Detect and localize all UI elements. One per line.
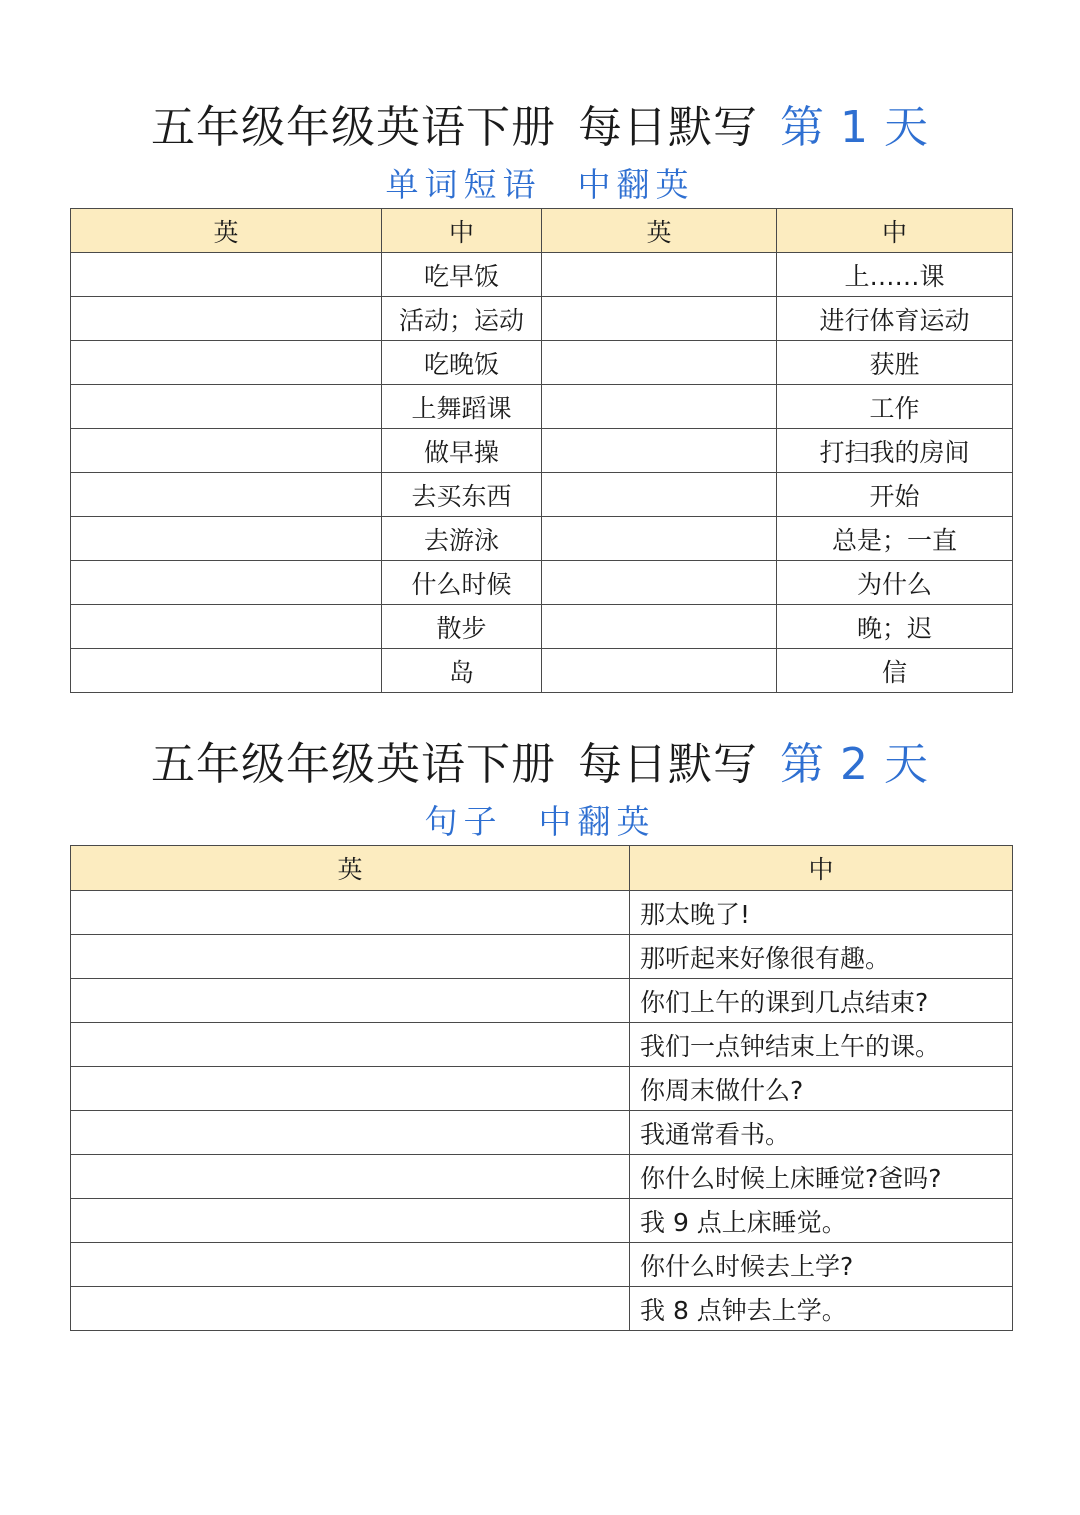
answer-cell[interactable] [71, 561, 382, 605]
answer-cell[interactable] [71, 605, 382, 649]
table-row [71, 297, 1013, 341]
sentence-cell: 我 9 点上床睡觉。 [630, 1199, 1013, 1243]
answer-cell[interactable] [542, 341, 777, 385]
chinese-cell: 打扫我的房间 [777, 429, 1013, 473]
table-row [71, 517, 1013, 561]
day1-section-right: 中翻英 [577, 165, 695, 204]
chinese-cell: 上舞蹈课 [382, 385, 542, 429]
answer-cell[interactable] [71, 891, 630, 935]
sentence-cell: 你们上午的课到几点结束? [630, 979, 1013, 1023]
answer-cell[interactable] [71, 253, 382, 297]
day2-section-heading [0, 802, 1080, 842]
chinese-cell: 开始 [777, 473, 1013, 517]
answer-cell[interactable] [71, 385, 382, 429]
header-en: 英 [542, 209, 777, 253]
day1-title: 五年级年级英语下册 [151, 102, 557, 153]
sentence-cell: 我们一点钟结束上午的课。 [630, 1023, 1013, 1067]
table-row [71, 1287, 1013, 1331]
answer-cell[interactable] [71, 1199, 630, 1243]
day2-heading [0, 737, 1080, 793]
table-row [71, 1155, 1013, 1199]
header-cn: 中 [630, 846, 1013, 891]
day2-sentence-table [70, 845, 1013, 1331]
chinese-cell: 信 [777, 649, 1013, 693]
day1-word-table [70, 208, 1013, 693]
answer-cell[interactable] [542, 253, 777, 297]
table-row [71, 385, 1013, 429]
day1-heading [0, 100, 1080, 156]
answer-cell[interactable] [542, 649, 777, 693]
answer-cell[interactable] [71, 429, 382, 473]
header-en: 英 [71, 846, 630, 891]
answer-cell[interactable] [542, 473, 777, 517]
table-row [71, 1243, 1013, 1287]
sentence-cell: 你周末做什么? [630, 1067, 1013, 1111]
header-cn: 中 [777, 209, 1013, 253]
table-header-row [71, 209, 1013, 253]
sentence-cell: 我 8 点钟去上学。 [630, 1287, 1013, 1331]
table-row [71, 605, 1013, 649]
chinese-cell: 岛 [382, 649, 542, 693]
day2-section-right: 中翻英 [538, 802, 656, 841]
answer-cell[interactable] [542, 605, 777, 649]
chinese-cell: 吃早饭 [382, 253, 542, 297]
answer-cell[interactable] [542, 561, 777, 605]
answer-cell[interactable] [71, 1067, 630, 1111]
chinese-cell: 获胜 [777, 341, 1013, 385]
answer-cell[interactable] [542, 297, 777, 341]
day2-section-left: 句子 [424, 802, 503, 841]
answer-cell[interactable] [71, 341, 382, 385]
table-row [71, 1111, 1013, 1155]
chinese-cell: 去买东西 [382, 473, 542, 517]
day2-title: 五年级年级英语下册 [151, 739, 557, 790]
header-en: 英 [71, 209, 382, 253]
chinese-cell: 什么时候 [382, 561, 542, 605]
day2-subtitle: 每日默写 [578, 739, 759, 790]
table-row [71, 341, 1013, 385]
answer-cell[interactable] [71, 1243, 630, 1287]
table-row [71, 561, 1013, 605]
chinese-cell: 吃晚饭 [382, 341, 542, 385]
table-row [71, 891, 1013, 935]
answer-cell[interactable] [71, 1111, 630, 1155]
chinese-cell: 上……课 [777, 253, 1013, 297]
answer-cell[interactable] [71, 935, 630, 979]
header-cn: 中 [382, 209, 542, 253]
sentence-cell: 那听起来好像很有趣。 [630, 935, 1013, 979]
chinese-cell: 工作 [777, 385, 1013, 429]
table-row [71, 1067, 1013, 1111]
table-row [71, 1023, 1013, 1067]
answer-cell[interactable] [71, 1023, 630, 1067]
chinese-cell: 去游泳 [382, 517, 542, 561]
answer-cell[interactable] [542, 429, 777, 473]
day1-section-heading [0, 165, 1080, 205]
answer-cell[interactable] [542, 517, 777, 561]
answer-cell[interactable] [71, 473, 382, 517]
answer-cell[interactable] [71, 649, 382, 693]
table-row [71, 935, 1013, 979]
table-row [71, 979, 1013, 1023]
sentence-cell: 那太晚了! [630, 891, 1013, 935]
chinese-cell: 活动；运动 [382, 297, 542, 341]
chinese-cell: 总是；一直 [777, 517, 1013, 561]
table-row [71, 429, 1013, 473]
day2-day-label: 第 2 天 [780, 739, 929, 790]
sentence-cell: 你什么时候上床睡觉?爸吗? [630, 1155, 1013, 1199]
day1-day-label: 第 1 天 [780, 102, 929, 153]
table-row [71, 253, 1013, 297]
answer-cell[interactable] [542, 385, 777, 429]
answer-cell[interactable] [71, 517, 382, 561]
table-row [71, 473, 1013, 517]
chinese-cell: 晚；迟 [777, 605, 1013, 649]
sentence-cell: 我通常看书。 [630, 1111, 1013, 1155]
sentence-cell: 你什么时候去上学? [630, 1243, 1013, 1287]
table-header-row [71, 846, 1013, 891]
answer-cell[interactable] [71, 1287, 630, 1331]
chinese-cell: 散步 [382, 605, 542, 649]
answer-cell[interactable] [71, 1155, 630, 1199]
chinese-cell: 做早操 [382, 429, 542, 473]
table-row [71, 1199, 1013, 1243]
table-row [71, 649, 1013, 693]
chinese-cell: 为什么 [777, 561, 1013, 605]
answer-cell[interactable] [71, 979, 630, 1023]
answer-cell[interactable] [71, 297, 382, 341]
day1-subtitle: 每日默写 [578, 102, 759, 153]
chinese-cell: 进行体育运动 [777, 297, 1013, 341]
day1-section-left: 单词短语 [385, 165, 542, 204]
